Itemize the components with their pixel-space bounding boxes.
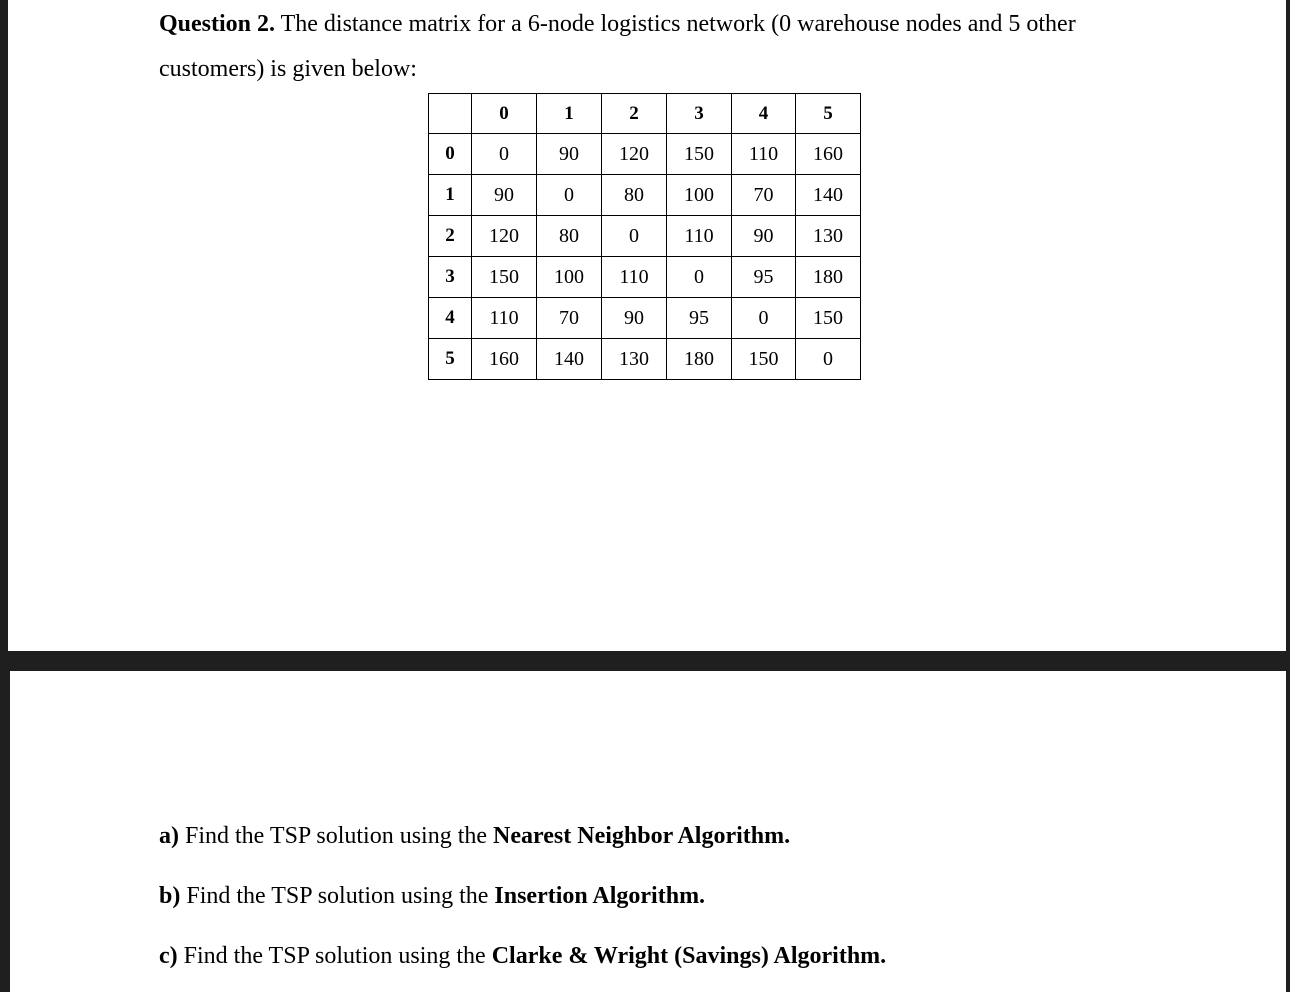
- part-prefix: Find the TSP solution using the: [186, 883, 489, 909]
- question-line-2: [159, 55, 417, 83]
- matrix-cell: 0: [732, 298, 796, 339]
- matrix-cell: 90: [472, 175, 537, 216]
- matrix-cell: 150: [796, 298, 861, 339]
- matrix-cell: 180: [796, 257, 861, 298]
- part-prefix: Find the TSP solution using the: [185, 823, 488, 849]
- matrix-cell: 110: [667, 216, 732, 257]
- part-b: [159, 882, 705, 910]
- part-prefix: Find the TSP solution using the: [183, 943, 486, 969]
- part-method: Insertion Algorithm.: [494, 883, 706, 909]
- part-label: a): [159, 823, 179, 849]
- matrix-cell: 130: [796, 216, 861, 257]
- row-header: 0: [429, 134, 472, 175]
- column-header: 4: [732, 94, 796, 134]
- column-header: 0: [472, 94, 537, 134]
- column-header: 1: [537, 94, 602, 134]
- table-row: [429, 339, 861, 380]
- question-line-1: [159, 10, 1076, 38]
- matrix-cell: 0: [667, 257, 732, 298]
- matrix-cell: 70: [537, 298, 602, 339]
- page-bottom: [10, 671, 1286, 992]
- matrix-cell: 100: [537, 257, 602, 298]
- matrix-cell: 95: [732, 257, 796, 298]
- table-row: [429, 298, 861, 339]
- matrix-cell: 100: [667, 175, 732, 216]
- table-row: [429, 257, 861, 298]
- matrix-cell: 110: [602, 257, 667, 298]
- matrix-cell: 160: [796, 134, 861, 175]
- part-label: c): [159, 943, 178, 969]
- matrix-cell: 110: [472, 298, 537, 339]
- column-header: 3: [667, 94, 732, 134]
- matrix-cell: 90: [537, 134, 602, 175]
- matrix-cell: 0: [472, 134, 537, 175]
- matrix-cell: 120: [472, 216, 537, 257]
- part-method: Clarke & Wright (Savings) Algorithm.: [491, 943, 887, 969]
- question-text-1: The distance matrix for a 6-node logistics network (0 warehouse nodes and 5 other: [280, 11, 1076, 37]
- matrix-cell: 150: [667, 134, 732, 175]
- corner-cell: [429, 94, 472, 134]
- header-row: [429, 94, 861, 134]
- part-method: Nearest Neighbor Algorithm.: [493, 823, 791, 849]
- matrix-cell: 160: [472, 339, 537, 380]
- distance-matrix-table: [428, 93, 861, 380]
- matrix-cell: 180: [667, 339, 732, 380]
- row-header: 2: [429, 216, 472, 257]
- part-label: b): [159, 883, 181, 909]
- page-top: [8, 0, 1286, 651]
- matrix-cell: 90: [732, 216, 796, 257]
- table-row: [429, 216, 861, 257]
- question-label: Question 2.: [159, 11, 276, 37]
- table-row: [429, 134, 861, 175]
- column-header: 5: [796, 94, 861, 134]
- column-header: 2: [602, 94, 667, 134]
- matrix-cell: 0: [537, 175, 602, 216]
- row-header: 5: [429, 339, 472, 380]
- matrix-cell: 130: [602, 339, 667, 380]
- table-row: [429, 175, 861, 216]
- row-header: 4: [429, 298, 472, 339]
- question-text-2: customers) is given below:: [159, 56, 417, 82]
- matrix-cell: 150: [472, 257, 537, 298]
- part-a: [159, 822, 790, 850]
- row-header: 3: [429, 257, 472, 298]
- matrix-cell: 0: [602, 216, 667, 257]
- matrix-cell: 140: [796, 175, 861, 216]
- matrix-cell: 70: [732, 175, 796, 216]
- matrix-cell: 80: [537, 216, 602, 257]
- matrix-cell: 120: [602, 134, 667, 175]
- part-c: [159, 942, 886, 970]
- matrix-cell: 90: [602, 298, 667, 339]
- matrix-cell: 150: [732, 339, 796, 380]
- matrix-cell: 140: [537, 339, 602, 380]
- matrix-cell: 110: [732, 134, 796, 175]
- matrix-cell: 0: [796, 339, 861, 380]
- matrix-cell: 95: [667, 298, 732, 339]
- matrix-cell: 80: [602, 175, 667, 216]
- row-header: 1: [429, 175, 472, 216]
